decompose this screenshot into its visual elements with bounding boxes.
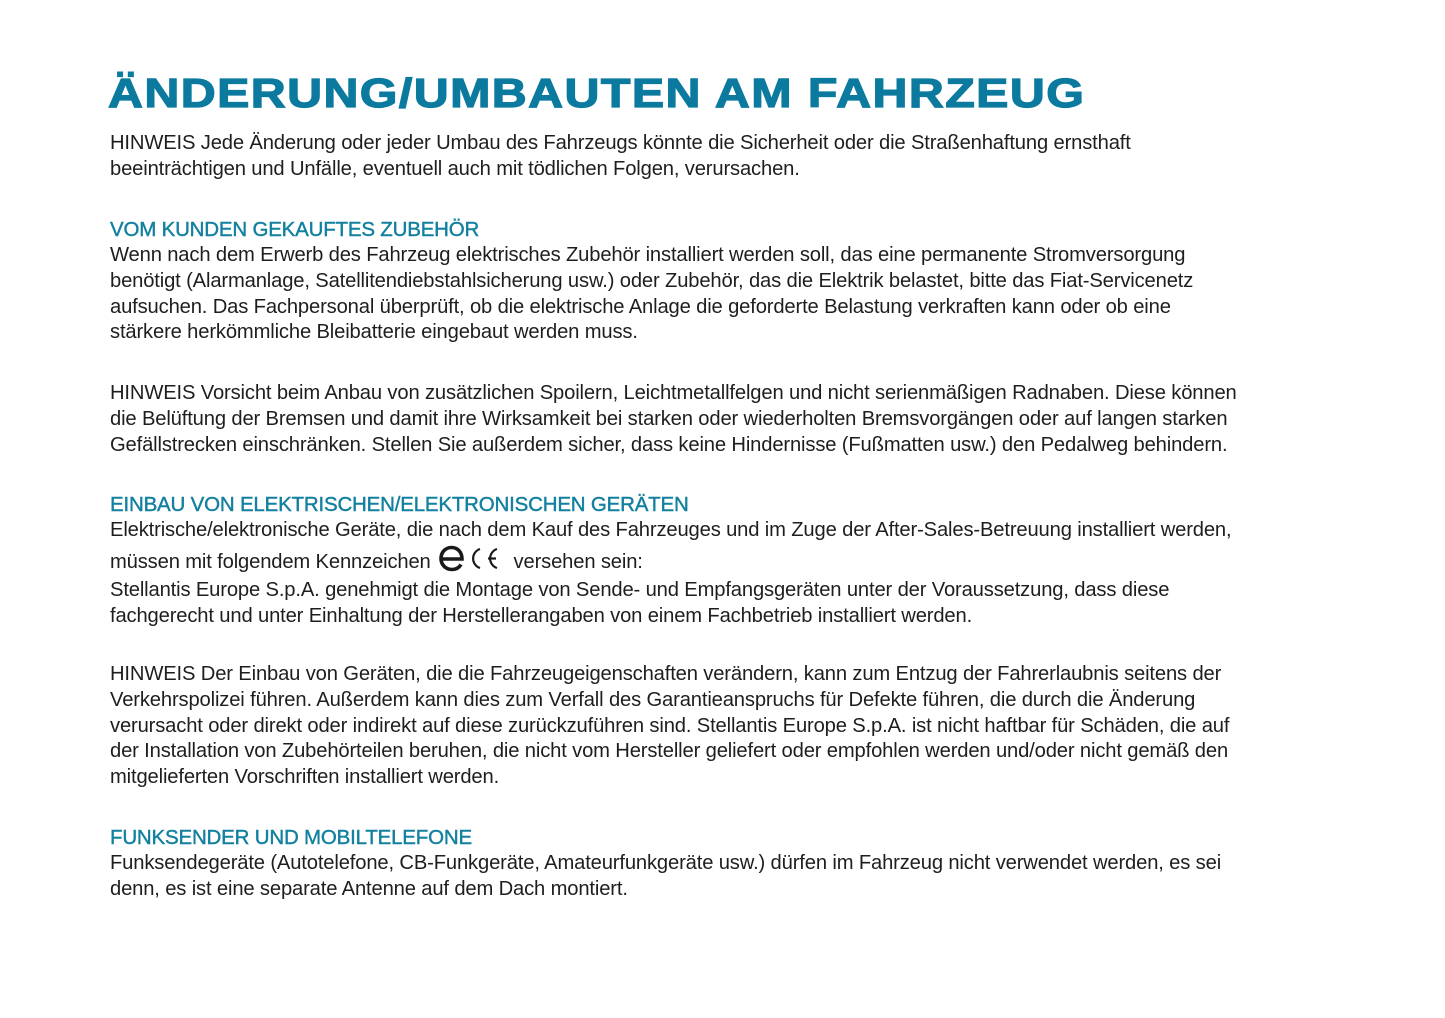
text-line-with-mark — [110, 544, 1350, 578]
section-radio-transmitters — [110, 825, 1350, 903]
text-line: HINWEIS Jede Änderung oder jeder Umbau des Fahrzeugs könnte die Sicherheit oder die Straßenhaftung ernsthaft — [110, 132, 1131, 154]
text-line: Funksendegeräte (Autotelefone, CB-Funkgeräte, Amateurfunkgeräte usw.) dürfen im Fahrzeug nicht verwendet werden, es sei — [110, 852, 1222, 874]
spoiler-warning — [110, 381, 1350, 458]
intro-paragraph — [110, 131, 1350, 183]
text-line: benötigt (Alarmanlage, Satellitendiebstahlsicherung usw.) oder Zubehör, das die Elektrik belastet, bitte das Fiat-Servicenetz — [110, 269, 1194, 292]
page-title: ÄNDERUNG/UMBAUTEN AM FAHRZEUG — [108, 70, 1086, 116]
text-line: Wenn nach dem Erwerb des Fahrzeug elektrisches Zubehör installiert werden soll, das eine permanente Stromversorgung — [110, 244, 1186, 266]
section-paragraph — [110, 243, 1350, 346]
text-line: verursacht oder direkt oder indirekt auf diese zurückzuführen sind. Stellantis Europe S.p.A. ist nicht haftbar für Schäden, die auf — [110, 714, 1230, 737]
warning-paragraph — [110, 381, 1350, 458]
text-line: stärkere herkömmliche Bleibatterie eingebaut werden muss. — [110, 321, 638, 344]
text-line: fachgerecht und unter Einhaltung der Herstellerangaben von einem Fachbetrieb installiert werden. — [110, 604, 973, 627]
text-line: HINWEIS Vorsicht beim Anbau von zusätzlichen Spoilern, Leichtmetallfelgen und nicht serienmäßigen Radnaben. Diese können — [110, 382, 1237, 404]
section-electronic-devices — [110, 492, 1350, 629]
section-paragraph — [110, 518, 1350, 629]
text-fragment: müssen mit folgendem Kennzeichen — [110, 550, 437, 573]
warning-paragraph — [110, 662, 1350, 791]
text-line: der Installation von Zubehörteilen beruhen, die nicht vom Hersteller geliefert oder empfohlen werden und/oder nicht gemäß den — [110, 740, 1229, 763]
intro-warning — [110, 131, 1350, 183]
text-line: HINWEIS Der Einbau von Geräten, die die Fahrzeugeigenschaften verändern, kann zum Entzug der Fahrerlaubnis seitens der — [110, 663, 1222, 685]
section-paragraph — [110, 851, 1350, 903]
e-ce-mark-icon — [438, 544, 506, 572]
text-line: Verkehrspolizei führen. Außerdem kann dies zum Verfall des Garantieanspruchs für Defekte führen, die durch die Änderung — [110, 688, 1196, 711]
text-line: Gefällstrecken einschränken. Stellen Sie außerdem sicher, dass keine Hindernisse (Fußmatten usw.) den Pedalweg behindern. — [110, 433, 1228, 456]
section-heading: EINBAU VON ELEKTRISCHEN/ELEKTRONISCHEN GERÄTEN — [110, 493, 689, 516]
modification-warning — [110, 662, 1350, 791]
text-line: Stellantis Europe S.p.A. genehmigt die Montage von Sende- und Empfangsgeräten unter der Voraussetzung, dass diese — [110, 578, 1170, 601]
text-line: aufsuchen. Das Fachpersonal überprüft, ob die elektrische Anlage die geforderte Belastung verkraften kann oder ob eine — [110, 295, 1171, 318]
text-line: denn, es ist eine separate Antenne auf dem Dach montiert. — [110, 877, 628, 900]
text-line: beeinträchtigen und Unfälle, eventuell auch mit tödlichen Folgen, verursachen. — [110, 157, 800, 180]
text-line: die Belüftung der Bremsen und damit ihre Wirksamkeit bei starken oder wiederholten Bremsvorgängen oder auf langen starken — [110, 407, 1228, 430]
text-line: mitgelieferten Vorschriften installiert werden. — [110, 766, 500, 789]
text-fragment: versehen sein: — [508, 550, 643, 573]
section-heading: FUNKSENDER UND MOBILTELEFONE — [110, 826, 472, 849]
section-heading: VOM KUNDEN GEKAUFTES ZUBEHÖR — [110, 218, 480, 241]
text-line: Elektrische/elektronische Geräte, die nach dem Kauf des Fahrzeuges und im Zuge der After-Sales-Betreuung installiert werden, — [110, 519, 1232, 541]
section-accessories — [110, 217, 1350, 346]
